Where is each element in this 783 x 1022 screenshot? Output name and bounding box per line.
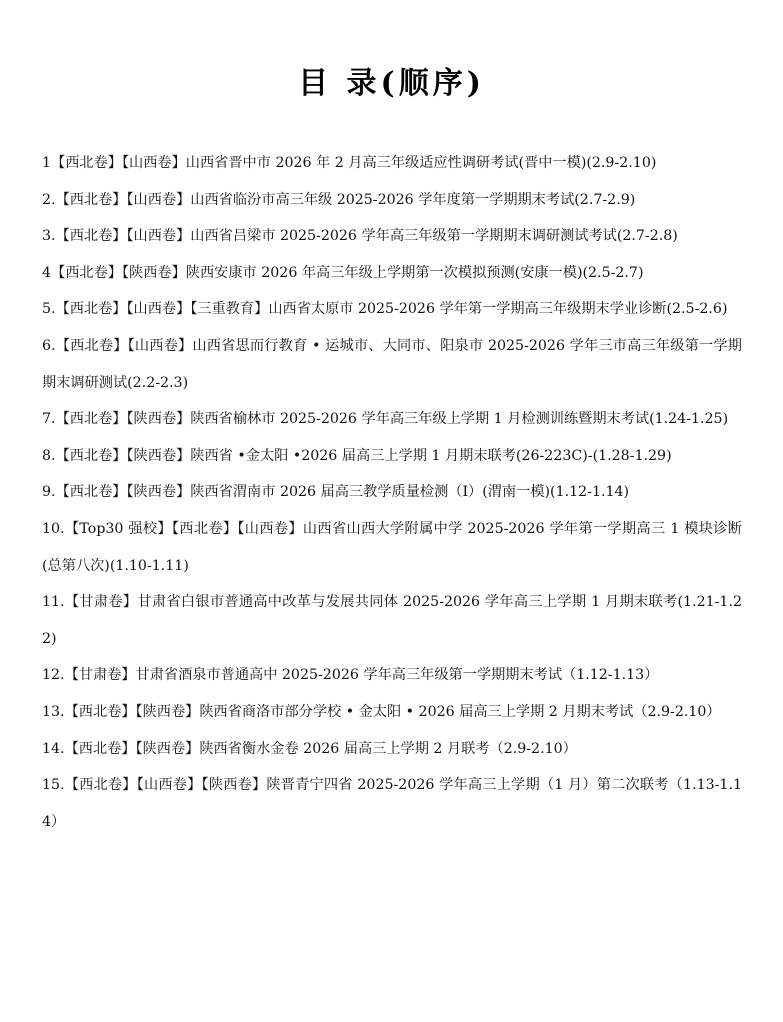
toc-entry: 8.【西北卷】【陕西卷】陕西省 •金太阳 •2026 届高三上学期 1 月期末联考(26-223C)-(1.28-1.29) [42, 447, 672, 464]
toc-entry: 12.【甘肃卷】甘肃省酒泉市普通高中 2025-2026 学年高三年级第一学期期末考试（1.12-1.13） [42, 667, 659, 684]
toc-entry: 13.【西北卷】【陕西卷】陕西省商洛市部分学校 • 金太阳 • 2026 届高三上学期 2 月期末考试（2.9-2.10） [42, 703, 721, 720]
toc-entry: 15.【西北卷】【山西卷】【陕西卷】陕晋青宁四省 2025-2026 学年高三上学期（1 月）第二次联考（1.13-1.14） [42, 777, 742, 830]
toc-entry: 9.【西北卷】【陕西卷】陕西省渭南市 2026 届高三教学质量检测（Ⅰ）(渭南一模)(1.12-1.14) [42, 484, 630, 501]
toc-entry: 4【西北卷】【陕西卷】陕西安康市 2026 年高三年级上学期第一次模拟预测(安康一模)(2.5-2.7) [42, 264, 644, 281]
toc-entry: 5.【西北卷】【山西卷】【三重教育】山西省太原市 2025-2026 学年第一学期高三年级期末学业诊断(2.5-2.6) [42, 301, 728, 318]
toc-entry: 6.【西北卷】【山西卷】山西省思而行教育 • 运城市、大同市、阳泉市 2025-2026 学年三市高三年级第一学期期末调研测试(2.2-2.3) [42, 337, 742, 391]
page-title: 目 录(顺序) [298, 66, 485, 101]
toc-entry: 11.【甘肃卷】甘肃省白银市普通高中改革与发展共同体 2025-2026 学年高三上学期 1 月期末联考(1.21-1.22) [42, 594, 742, 647]
toc-entry: 2.【西北卷】【山西卷】山西省临汾市高三年级 2025-2026 学年度第一学期期末考试(2.7-2.9) [42, 191, 636, 208]
toc-entry: 3.【西北卷】【山西卷】山西省吕梁市 2025-2026 学年高三年级第一学期期末调研测试考试(2.7-2.8) [42, 228, 678, 245]
toc-entry: 10.【Top30 强校】【西北卷】【山西卷】山西省山西大学附属中学 2025-2026 学年第一学期高三 1 模块诊断(总第八次)(1.10-1.11) [42, 520, 742, 574]
toc-entry: 1【西北卷】【山西卷】山西省晋中市 2026 年 2 月高三年级适应性调研考试(晋中一模)(2.9-2.10) [42, 155, 657, 171]
table-of-contents [42, 145, 742, 840]
toc-entry: 14.【西北卷】【陕西卷】陕西省衡水金卷 2026 届高三上学期 2 月联考（2.9-2.10） [42, 740, 577, 757]
toc-entry: 7.【西北卷】【陕西卷】陕西省榆林市 2025-2026 学年高三年级上学期 1 月检测训练暨期末考试(1.24-1.25) [42, 411, 729, 428]
